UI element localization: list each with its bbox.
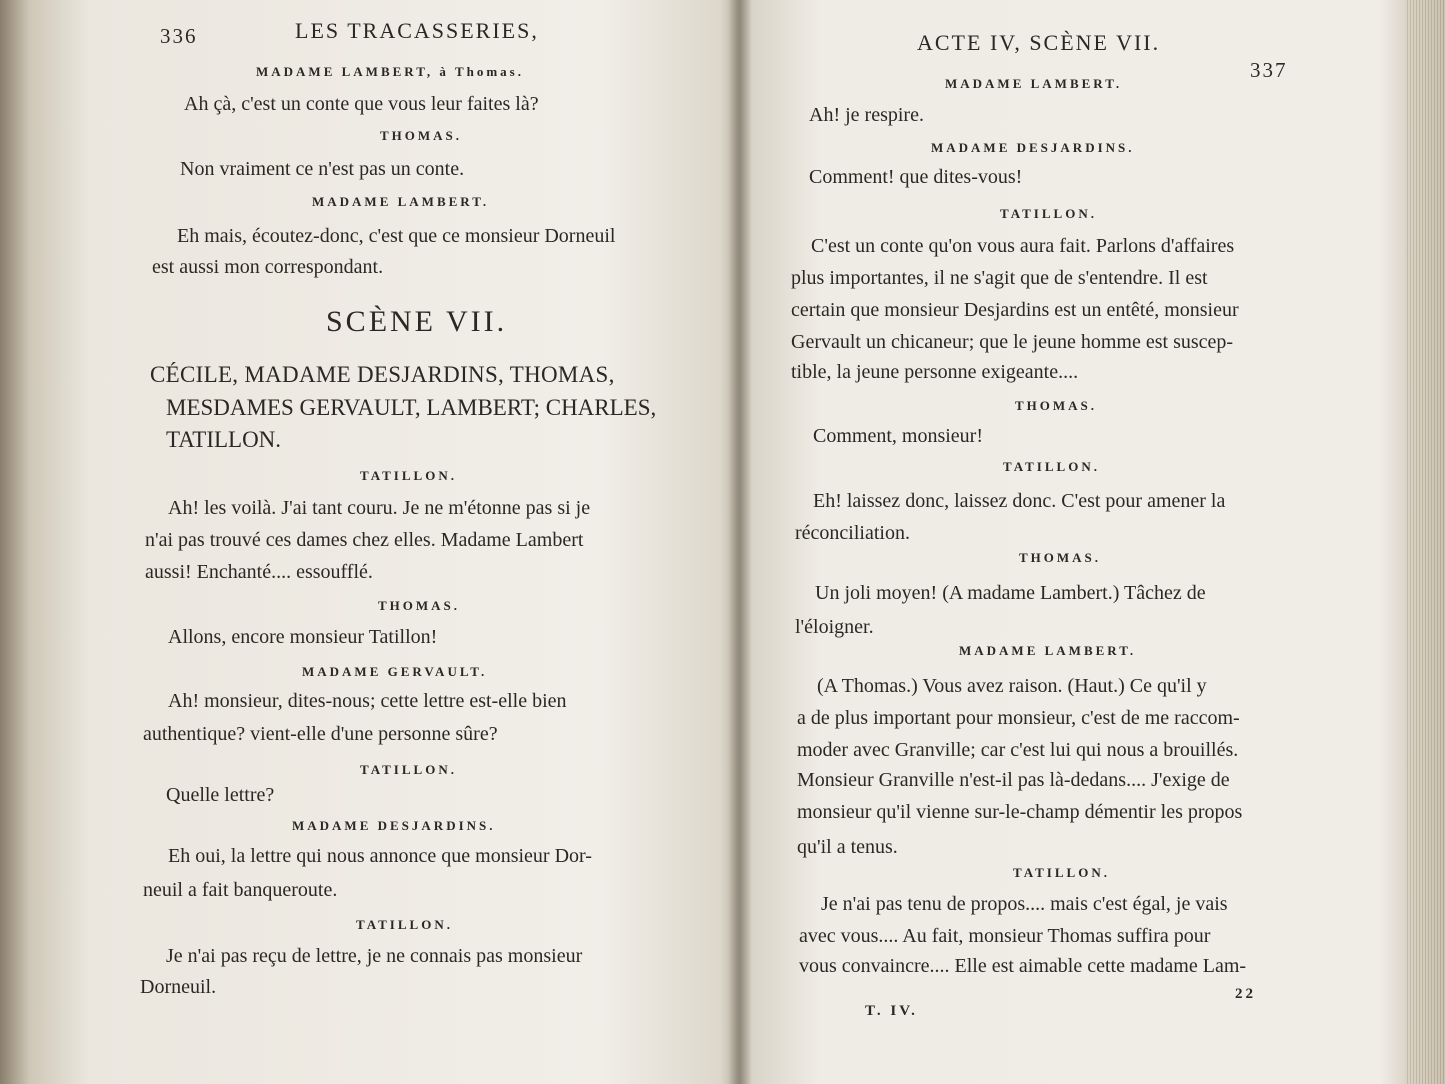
speaker-label: MADAME GERVAULT. — [302, 664, 488, 679]
speaker-label: MADAME DESJARDINS. — [292, 818, 496, 833]
dialogue-line: Ah! les voilà. J'ai tant couru. Je ne m'étonne pas si je — [168, 497, 591, 519]
dialogue-line: a de plus important pour monsieur, c'est de me raccom- — [797, 707, 1240, 729]
dialogue-line: Comment, monsieur! — [813, 425, 983, 447]
dialogue-line: Gervault un chicaneur; que le jeune homme est suscep- — [791, 331, 1234, 353]
dialogue-line: Non vraiment ce n'est pas un conte. — [180, 158, 465, 180]
dialogue-line: (A Thomas.) Vous avez raison. (Haut.) Ce qu'il y — [817, 675, 1207, 697]
speaker-label: MADAME LAMBERT, à Thomas. — [256, 64, 524, 79]
speaker-label: THOMAS. — [1019, 550, 1102, 565]
dialogue-line: tible, la jeune personne exigeante.... — [791, 361, 1079, 383]
cast-line: TATILLON. — [166, 427, 282, 452]
page-number-left: 336 — [160, 24, 198, 48]
speaker-label: TATILLON. — [356, 917, 453, 932]
dialogue-line: Ah! monsieur, dites-nous; cette lettre est-elle bien — [168, 690, 567, 712]
dialogue-line: C'est un conte qu'on vous aura fait. Parlons d'affaires — [811, 235, 1235, 257]
dialogue-line: Je n'ai pas tenu de propos.... mais c'est égal, je vais — [821, 893, 1228, 915]
dialogue-line: vous convaincre.... Elle est aimable cette madame Lam- — [799, 955, 1247, 977]
running-head-left: LES TRACASSERIES, — [295, 18, 539, 43]
speaker-label: MADAME LAMBERT. — [312, 194, 490, 209]
right-page — [745, 0, 1445, 1084]
dialogue-line: aussi! Enchanté.... essoufflé. — [145, 561, 373, 583]
dialogue-line: avec vous.... Au fait, monsieur Thomas suffira pour — [799, 925, 1211, 947]
speaker-label: TATILLON. — [360, 762, 457, 777]
speaker-label: MADAME LAMBERT. — [945, 76, 1123, 91]
dialogue-line: moder avec Granville; car c'est lui qui nous a brouillés. — [797, 739, 1239, 761]
dialogue-line: Eh! laissez donc, laissez donc. C'est pour amener la — [813, 490, 1226, 512]
speaker-label: THOMAS. — [1015, 398, 1098, 413]
dialogue-line: Ah! je respire. — [809, 104, 924, 126]
speaker-label: THOMAS. — [380, 128, 463, 143]
speaker-label: TATILLON. — [1013, 865, 1110, 880]
speaker-label: MADAME LAMBERT. — [959, 643, 1137, 658]
cast-line: CÉCILE, MADAME DESJARDINS, THOMAS, — [150, 362, 615, 387]
dialogue-line: Eh mais, écoutez-donc, c'est que ce monsieur Dorneuil — [177, 225, 616, 247]
dialogue-line: neuil a fait banqueroute. — [143, 879, 338, 901]
speaker-label: MADAME DESJARDINS. — [931, 140, 1135, 155]
speaker-label: TATILLON. — [1003, 459, 1100, 474]
signature-number: 22 — [1235, 986, 1256, 1002]
dialogue-line: est aussi mon correspondant. — [152, 256, 384, 278]
dialogue-line: certain que monsieur Desjardins est un entêté, monsieur — [791, 299, 1239, 321]
dialogue-line: Quelle lettre? — [166, 784, 275, 806]
dialogue-line: Un joli moyen! (A madame Lambert.) Tâchez de — [815, 582, 1206, 604]
dialogue-line: monsieur qu'il vienne sur-le-champ démentir les propos — [797, 801, 1243, 823]
dialogue-line: Dorneuil. — [140, 976, 217, 998]
dialogue-line: plus importantes, il ne s'agit que de s'entendre. Il est — [791, 267, 1208, 289]
dialogue-line: authentique? vient-elle d'une personne sûre? — [143, 723, 498, 745]
dialogue-line: Comment! que dites-vous! — [809, 166, 1023, 188]
speaker-label: THOMAS. — [378, 598, 461, 613]
dialogue-line: réconciliation. — [795, 522, 910, 544]
signature-mark: T. IV. — [865, 1003, 918, 1019]
dialogue-line: Je n'ai pas reçu de lettre, je ne connais pas monsieur — [166, 945, 583, 967]
running-head-right: ACTE IV, SCÈNE VII. — [917, 30, 1161, 55]
dialogue-line: Ah çà, c'est un conte que vous leur faites là? — [184, 93, 539, 115]
dialogue-line: Monsieur Granville n'est-il pas là-dedans.... J'exige de — [797, 769, 1230, 791]
scene-title: SCÈNE VII. — [326, 305, 508, 338]
speaker-label: TATILLON. — [360, 468, 457, 483]
cast-line: MESDAMES GERVAULT, LAMBERT; CHARLES, — [166, 395, 657, 420]
speaker-label: TATILLON. — [1000, 206, 1097, 221]
dialogue-line: l'éloigner. — [795, 616, 874, 638]
page-number-right: 337 — [1250, 58, 1288, 82]
dialogue-line: qu'il a tenus. — [797, 836, 898, 858]
dialogue-line: Eh oui, la lettre qui nous annonce que monsieur Dor- — [168, 845, 592, 867]
dialogue-line: Allons, encore monsieur Tatillon! — [168, 626, 438, 648]
dialogue-line: n'ai pas trouvé ces dames chez elles. Madame Lambert — [145, 529, 584, 551]
